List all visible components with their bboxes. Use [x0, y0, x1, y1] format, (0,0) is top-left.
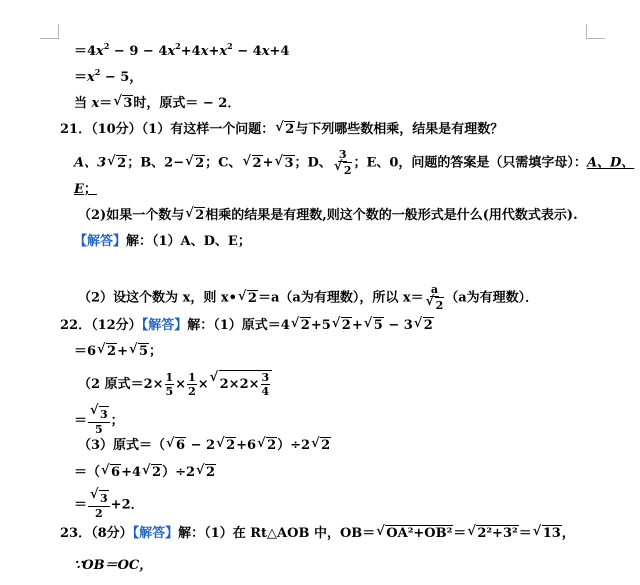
answer-blank-line: E； — [74, 182, 97, 197]
page-corner-mark-left — [40, 24, 59, 39]
equation-line-2: $=x^2 - 5$， — [74, 67, 143, 85]
question-23-line-2: ∵OB＝OC， — [74, 558, 153, 573]
question-23: 23．（8分）【解答】解：（1）在 Rt△AOB 中，OB＝√ OA²+OB²＝√ 2²+3²＝√ 13， — [60, 524, 575, 544]
question-22-result-1: ＝6√ 2+√ 5； — [74, 342, 162, 362]
equation-line-3: 当 x＝√ 3时，原式＝ − 2． — [74, 94, 240, 114]
question-22-part-3: （3）原式＝（√ 6 − 2√ 2+6√ 2）÷2√ 2 — [78, 436, 331, 456]
solution-21-part-2: （2）设这个数为 x，则 x•√ 2＝a（a为有理数），所以 x＝ a √ 2 （a为有理数）． — [78, 283, 538, 313]
question-22-step-4: ＝（√ 6+4√ 2）÷2√ 2 — [74, 463, 216, 483]
equation-line-1: $=4x^2 - 9 - 4x^2+4x+x^2 - 4x+4$ — [74, 41, 290, 59]
question-22-part-2: （2 原式＝2× $\frac{1}{5}$ × $\frac{1}{2}$ ×√ 2×2× $\frac{3}{4}$ — [78, 370, 272, 398]
solution-21-part-1: 【解答】解：（1）A、D、E； — [74, 234, 251, 249]
question-22-result-2: ＝ √ $\frac{3}{5}$ ； — [74, 406, 124, 436]
question-22: 22．（12分）【解答】解：（1）原式＝4√ 2+5√ 2+√ 5 − 3√ 2 — [60, 316, 434, 336]
answer-blank-1: A、D、 — [586, 155, 635, 171]
solution-tag: 【解答】 — [74, 234, 127, 249]
question-21: 21．（10分）（1）有这样一个问题：√ 2与下列哪些数相乘，结果是有理数？ — [60, 120, 503, 140]
question-21-part-2: （2)如果一个数与√ 2相乘的结果是有理数,则这个数的一般形式是什么(用代数式表示). — [78, 206, 578, 226]
question-22-result-3: ＝ √ $\frac{3}{2}$ +2． — [74, 490, 144, 520]
page-corner-mark-right — [586, 24, 605, 39]
question-21-options: A、3√ 2；B、2−√ 2；C、√ 2+√ 3；D、 3 √ 2 ；E、0，问题的答案是（只需填字母）：A、D、 — [74, 148, 634, 178]
